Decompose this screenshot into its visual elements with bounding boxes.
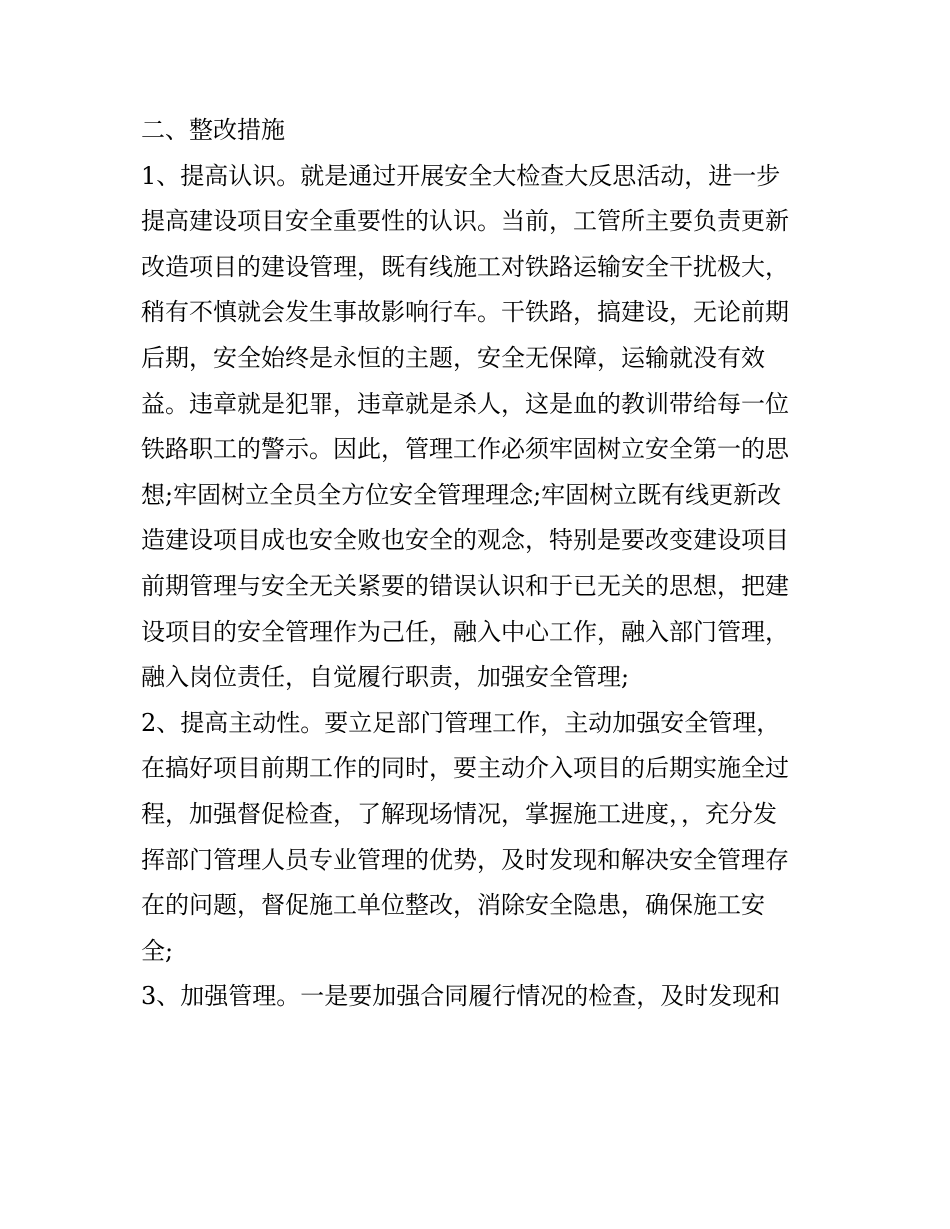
text-line: 1、提高认识。就是通过开展安全大检查大反思活动，进一步 [141,161,781,190]
document-body [141,108,821,1020]
text-line: 前期管理与安全无关紧要的错误认识和于已无关的思想，把建 [141,571,789,600]
text-line: 挥部门管理人员专业管理的优势，及时发现和解决安全管理存 [141,845,789,874]
text-line: 益。违章就是犯罪，违章就是杀人，这是血的教训带给每一位 [141,389,789,418]
text-line: 改造项目的建设管理，既有线施工对铁路运输安全干扰极大， [141,252,789,281]
text-line: 造建设项目成也安全败也安全的观念，特别是要改变建设项目 [141,526,789,555]
text-line: 全; [141,936,174,965]
text-line: 2、提高主动性。要立足部门管理工作，主动加强安全管理， [141,708,781,737]
text-line: 程，加强督促检查，了解现场情况，掌握施工进度，，充分发 [141,799,777,828]
text-line: 设项目的安全管理作为己任，融入中心工作，融入部门管理， [141,617,789,646]
text-line: 铁路职工的警示。因此，管理工作必须牢固树立安全第一的思 [141,435,789,464]
text-line: 稍有不慎就会发生事故影响行车。干铁路，搞建设，无论前期 [141,298,789,327]
section-heading: 二、整改措施 [141,116,285,144]
text-line: 在搞好项目前期工作的同时，要主动介入项目的后期实施全过 [141,754,789,783]
text-line: 后期，安全始终是永恒的主题，安全无保障，运输就没有效 [141,343,765,372]
text-line: 3、加强管理。一是要加强合同履行情况的检查，及时发现和 [141,982,781,1011]
text-line: 在的问题，督促施工单位整改，消除安全隐患，确保施工安 [141,891,765,920]
text-line: 融入岗位责任，自觉履行职责，加强安全管理; [141,663,630,692]
text-line: 想;牢固树立全员全方位安全管理理念;牢固树立既有线更新改 [141,480,782,509]
text-line: 提高建设项目安全重要性的认识。当前，工管所主要负责更新 [141,207,789,236]
